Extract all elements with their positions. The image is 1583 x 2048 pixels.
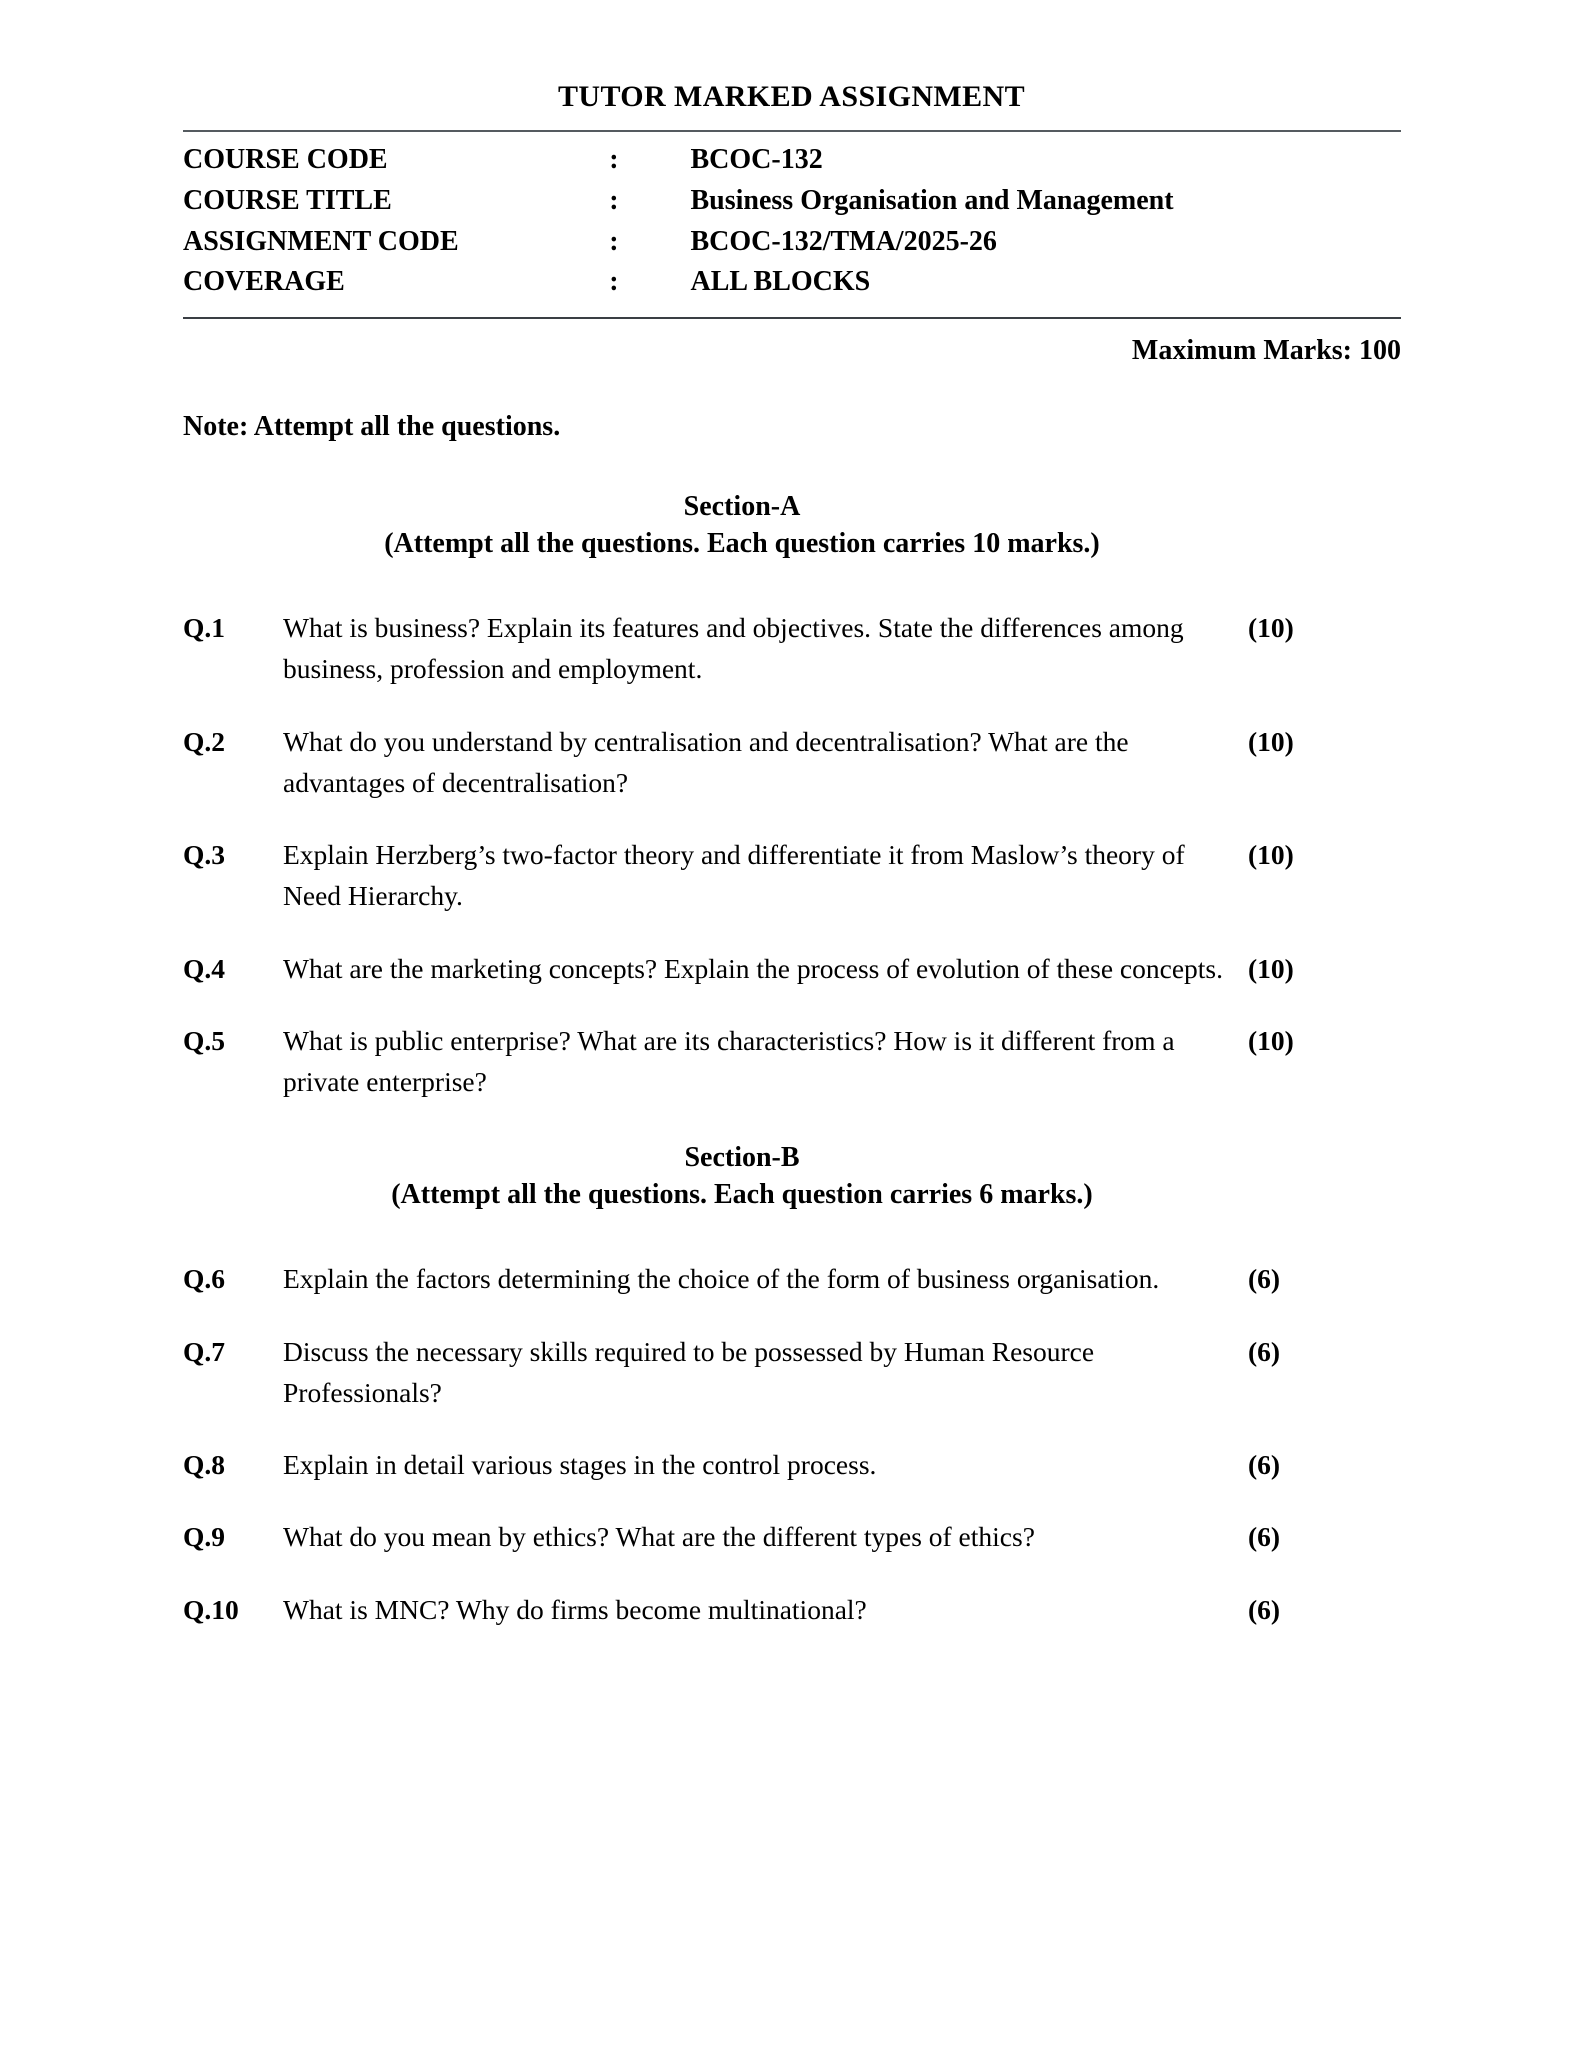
meta-colon: : bbox=[609, 266, 619, 298]
header-bottom-rule bbox=[183, 317, 1401, 319]
course-meta-table bbox=[183, 145, 1401, 308]
question-row-2 bbox=[183, 721, 1401, 804]
question-number: Q.7 bbox=[183, 1335, 226, 1367]
section-a-heading bbox=[183, 489, 1301, 563]
table-row bbox=[183, 186, 1401, 227]
page-title: TUTOR MARKED ASSIGNMENT bbox=[557, 80, 1026, 113]
section-a-questions bbox=[0, 607, 1583, 1102]
question-marks: (10) bbox=[1248, 952, 1294, 984]
question-row-1 bbox=[183, 607, 1401, 690]
section-b-heading bbox=[183, 1140, 1301, 1214]
meta-colon: : bbox=[609, 184, 619, 216]
section-b-questions bbox=[0, 1258, 1583, 1630]
question-text: What do you mean by ethics? What are the different types of ethics? bbox=[283, 1521, 1035, 1553]
question-number: Q.3 bbox=[183, 839, 226, 871]
question-text: Explain the factors determining the choice of the form of business organisation. bbox=[283, 1263, 1160, 1295]
table-row bbox=[183, 267, 1401, 308]
section-b-subtitle: (Attempt all the questions. Each question carries 6 marks.) bbox=[391, 1179, 1093, 1211]
question-text: What is public enterprise? What are its characteristics? How is it different from a private enterprise? bbox=[283, 1024, 1175, 1098]
question-number: Q.2 bbox=[183, 725, 226, 757]
question-number: Q.10 bbox=[183, 1593, 239, 1625]
meta-label-course-code: COURSE CODE bbox=[183, 144, 388, 175]
note-text: Note: Attempt all the questions. bbox=[183, 411, 561, 443]
question-marks: (6) bbox=[1248, 1593, 1281, 1625]
question-text: Explain in detail various stages in the control process. bbox=[283, 1449, 877, 1480]
section-a-subtitle: (Attempt all the questions. Each question carries 10 marks.) bbox=[384, 528, 1100, 560]
question-marks: (10) bbox=[1248, 839, 1294, 871]
question-text: What is MNC? Why do firms become multinational? bbox=[283, 1593, 867, 1625]
question-text: What is business? Explain its features and objectives. State the differences among business, profession and employment. bbox=[283, 612, 1184, 685]
header-top-rule bbox=[183, 130, 1401, 132]
meta-label-assignment-code: ASSIGNMENT CODE bbox=[183, 225, 459, 257]
maximum-marks: Maximum Marks: 100 bbox=[1131, 335, 1401, 367]
table-row bbox=[183, 145, 1401, 186]
table-row bbox=[183, 227, 1401, 268]
section-a-title: Section-A bbox=[683, 491, 801, 523]
meta-label-course-title: COURSE TITLE bbox=[183, 184, 392, 216]
question-row-4 bbox=[183, 948, 1401, 989]
question-text: What do you understand by centralisation and decentralisation? What are the advantages of decentralisation? bbox=[283, 725, 1129, 798]
meta-value-coverage: ALL BLOCKS bbox=[690, 266, 871, 298]
question-marks: (6) bbox=[1248, 1521, 1281, 1553]
question-marks: (6) bbox=[1248, 1335, 1281, 1367]
question-number: Q.6 bbox=[183, 1263, 226, 1295]
section-b-title: Section-B bbox=[684, 1142, 800, 1174]
question-marks: (6) bbox=[1248, 1449, 1281, 1480]
question-text: Discuss the necessary skills required to be possessed by Human Resource Professionals? bbox=[283, 1335, 1095, 1408]
question-row-8 bbox=[183, 1444, 1401, 1485]
question-row-5 bbox=[183, 1020, 1401, 1103]
question-row-9 bbox=[183, 1516, 1401, 1557]
question-text: What are the marketing concepts? Explain the process of evolution of these concepts. bbox=[283, 952, 1224, 984]
meta-value-course-code: BCOC-132 bbox=[690, 144, 823, 175]
meta-value-course-title: Business Organisation and Management bbox=[690, 184, 1174, 216]
question-number: Q.1 bbox=[183, 612, 226, 644]
question-row-10 bbox=[183, 1589, 1401, 1630]
question-row-3 bbox=[183, 834, 1401, 917]
meta-colon: : bbox=[609, 144, 619, 175]
question-row-6 bbox=[183, 1258, 1401, 1299]
question-number: Q.5 bbox=[183, 1024, 226, 1056]
question-marks: (6) bbox=[1248, 1263, 1281, 1295]
question-number: Q.4 bbox=[183, 952, 226, 984]
meta-colon: : bbox=[609, 225, 619, 257]
question-number: Q.9 bbox=[183, 1521, 226, 1553]
question-marks: (10) bbox=[1248, 1024, 1294, 1056]
question-marks: (10) bbox=[1248, 612, 1294, 644]
question-row-7 bbox=[183, 1331, 1401, 1414]
meta-label-coverage: COVERAGE bbox=[183, 266, 345, 298]
question-text: Explain Herzberg’s two-factor theory and differentiate it from Maslow’s theory of Need Hierarchy. bbox=[283, 839, 1185, 912]
question-marks: (10) bbox=[1248, 725, 1294, 757]
question-number: Q.8 bbox=[183, 1449, 226, 1480]
meta-value-assignment-code: BCOC-132/TMA/2025-26 bbox=[690, 225, 997, 257]
